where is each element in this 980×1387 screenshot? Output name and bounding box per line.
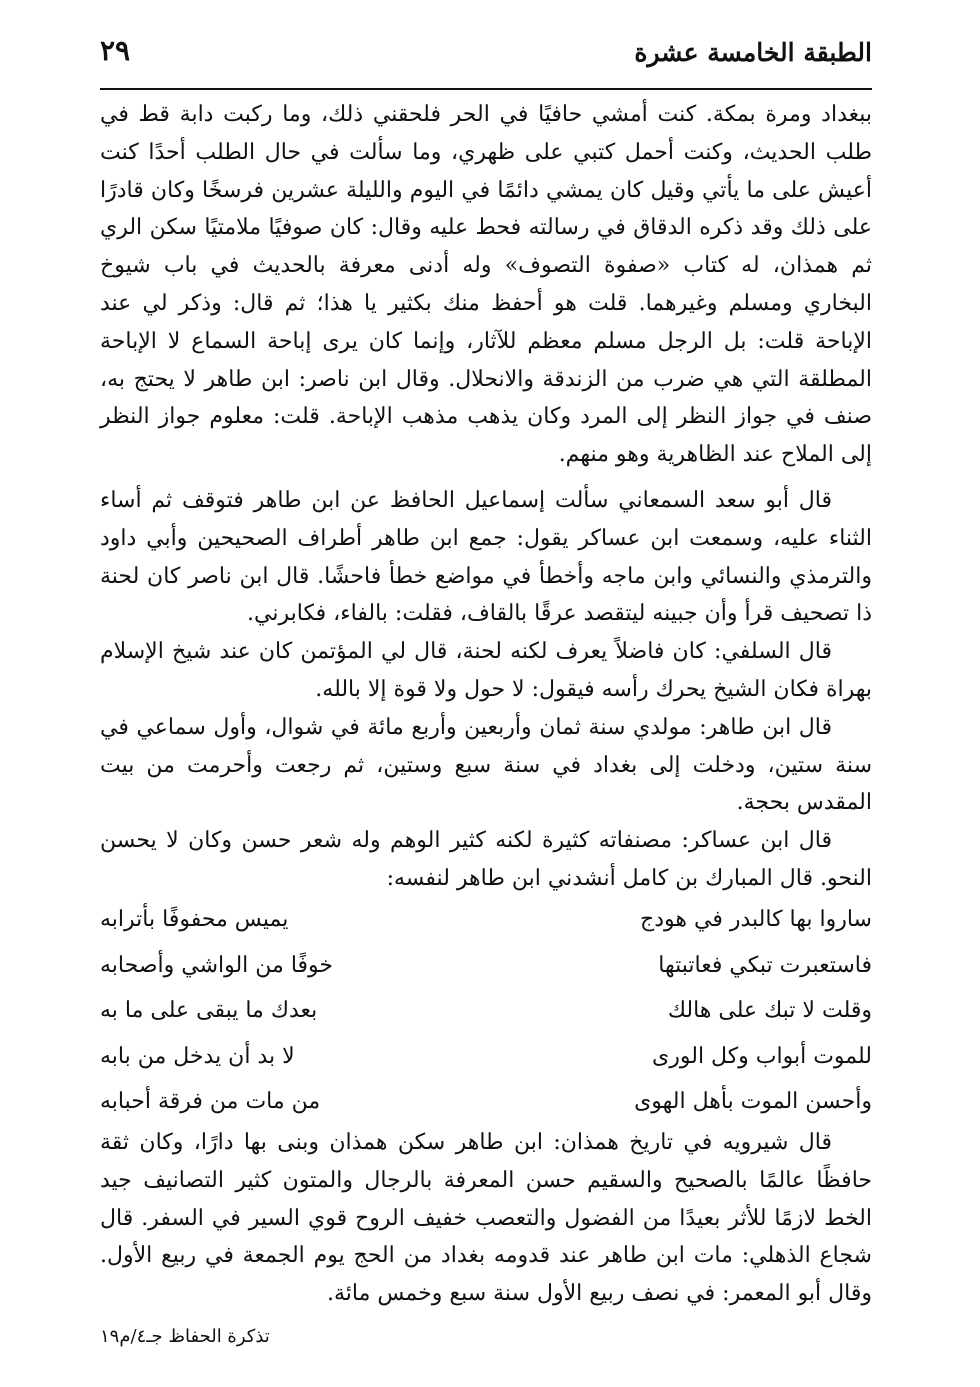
- poem-verse: [100, 1037, 872, 1083]
- closing-text: [100, 1124, 872, 1313]
- footer-signature: تذكرة الحفاظ جـ٤/م١٩: [100, 1326, 270, 1347]
- paragraph: قال السلفي: كان فاضلاً يعرف لكنه لحنة، قال لي المؤتمن كان عند شيخ الإسلام بهراة فكان الشيخ يحرك رأسه فيقول: لا حول ولا قوة إلا بالله.: [100, 639, 872, 702]
- paragraph: قال ابن طاهر: مولدي سنة ثمان وأربعين وأربع مائة في شوال، وأول سماعي في سنة ستين، ودخلت إلى بغداد في سنة سبع وستين، ثم رجعت وأحرمت من بيت المقدس بحجة.: [100, 714, 873, 816]
- paragraph: قال شيرويه في تاريخ همذان: ابن طاهر سكن همذان وبنى بها دارًا، وكان ثقة حافظًا عالمًا بالصحيح والسقيم حسن المعرفة بالرجال والمتون كثير التصانيف جيد الخط لازمًا للأثر بعيدًا من الفضول والتعصب خفيف الروح قوي السير في السفر. قال شجاع الذهلي: مات ابن طاهر عند قدومه بغداد من الحج يوم الجمعة في ربيع الأول. وقال أبو المعمر: في نصف ربيع الأول سنة سبع وخمس مائة.: [100, 1130, 872, 1307]
- paragraph: قال ابن عساكر: مصنفاته كثيرة لكنه كثير الوهم وله شعر حسن وكان لا يحسن النحو. قال المبارك بن كامل أنشدني ابن طاهر لنفسه:: [100, 828, 872, 891]
- main-text: [100, 96, 872, 898]
- header-divider: [100, 88, 872, 90]
- verse-second-hemistich: لا بد أن يدخل من بابه: [100, 1043, 295, 1069]
- poem-verse: [100, 900, 872, 946]
- paragraph: ببغداد ومرة بمكة. كنت أمشي حافيًا في الحر فلحقني ذلك، وما ركبت دابة قط في طلب الحديث، وكنت أحمل كتبي على ظهري، وما سألت في حال الطلب أحدًا كنت أعيش على ما يأتي وقيل كان يمشي دائمًا في اليوم والليلة عشرين فرسخًا وكان قادرًا على ذلك وقد ذكره الدقاق في رسالته فحط عليه وقال: كان صوفيًا ملامتيًا سكن الري ثم همذان، له كتاب «صفوة التصوف» وله أدنى معرفة بالحديث في باب شيوخ البخاري ومسلم وغيرهما. قلت هو أحفظ منك بكثير يا هذا؛ ثم قال: وذكر لي عند الإباحة قلت: بل الرجل مسلم معظم للآثار، وإنما كان يرى إباحة السماع لا الإباحة المطلقة التي هي ضرب من الزندقة والانحلال. وقال ابن ناصر: ابن طاهر لا يحتج به، صنف في جواز النظر إلى المرد وكان يذهب مذهب الإباحة. قلت: معلوم جواز النظر إلى الملاح عند الظاهرية وهو منهم.: [100, 102, 872, 468]
- running-header: [100, 30, 872, 88]
- verse-first-hemistich: ساروا بها كالبدر في هودج: [640, 907, 872, 932]
- poem-verse: [100, 1082, 872, 1128]
- verse-second-hemistich: خوفًا من الواشي وأصحابه: [100, 952, 333, 978]
- verse-first-hemistich: وأحسن الموت بأهل الهوى: [634, 1089, 872, 1115]
- poem-verse: [100, 991, 872, 1037]
- paragraph: قال أبو سعد السمعاني سألت إسماعيل الحافظ عن ابن طاهر فتوقف ثم أساء الثناء عليه، وسمعت ابن عساكر يقول: جمع ابن طاهر أطراف الصحيحين وأبي داود والترمذي والنسائي وابن ماجه وأخطأ في مواضع خطأ فاحشًا. قال ابن ناصر كان لحنة ذا تصحيف قرأ وأن جبينه ليتقصد عرقًا بالقاف، فقلت: بالفاء، فكابرني.: [100, 487, 872, 627]
- chapter-title: الطبقة الخامسة عشرة: [634, 38, 872, 67]
- verse-second-hemistich: بعدك ما يبقى على ما به: [100, 998, 318, 1024]
- verse-second-hemistich: من مات من فرقة أحبابه: [100, 1089, 321, 1115]
- poem: [100, 900, 872, 1128]
- poem-verse: [100, 946, 872, 992]
- page-number: ٢٩: [100, 34, 131, 67]
- verse-first-hemistich: فاستعبرت تبكي فعاتبتها: [658, 952, 872, 978]
- verse-first-hemistich: وقلت لا تبك على هالك: [667, 998, 872, 1024]
- verse-first-hemistich: للموت أبواب وكل الورى: [652, 1043, 872, 1069]
- verse-second-hemistich: يميس محفوفًا بأترابه: [100, 907, 289, 932]
